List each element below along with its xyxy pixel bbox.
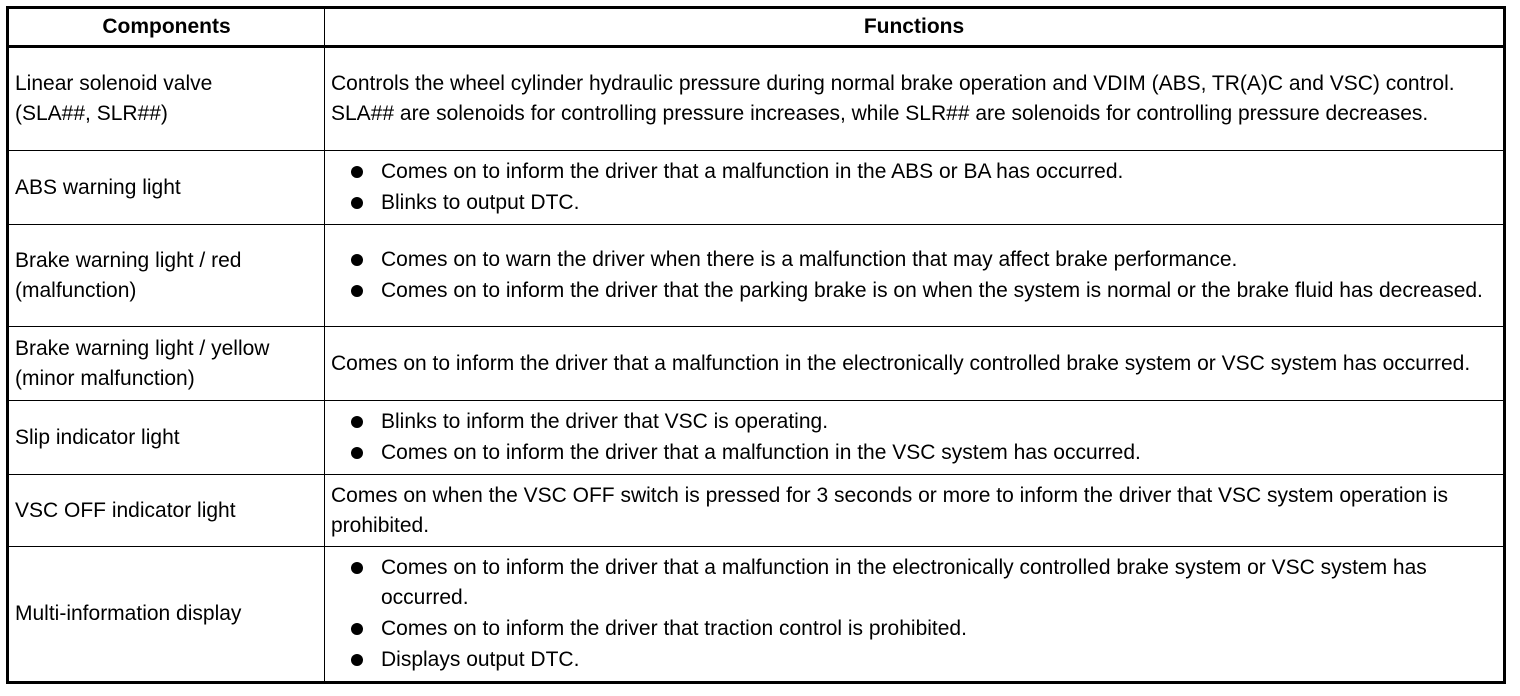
function-bullet: Comes on to inform the driver that a malfunction in the VSC system has occurred.: [343, 438, 1497, 468]
component-line: Brake warning light / yellow: [15, 336, 270, 360]
function-bullet-list: [331, 245, 1497, 306]
function-bullet-list: [331, 553, 1497, 675]
function-cell: [325, 327, 1505, 401]
component-cell: [8, 401, 325, 475]
component-line: (SLA##, SLR##): [15, 102, 168, 125]
function-bullet: Comes on to inform the driver that a malfunction in the electronically controlled brake system or VSC system has occurred.: [343, 553, 1497, 613]
function-bullet: Comes on to warn the driver when there is a malfunction that may affect brake performance.: [343, 245, 1497, 275]
table-row: [8, 401, 1505, 475]
function-bullet-list: [331, 157, 1497, 218]
component-line: (minor malfunction): [15, 366, 195, 390]
table-row: [8, 225, 1505, 327]
function-bullet: Comes on to inform the driver that a malfunction in the ABS or BA has occurred.: [343, 157, 1497, 187]
table-header-row: [8, 8, 1505, 47]
table-row: [8, 47, 1505, 151]
components-functions-table: [6, 6, 1506, 684]
table-row: [8, 327, 1505, 401]
component-cell: [8, 475, 325, 547]
function-bullet: Comes on to inform the driver that traction control is prohibited.: [343, 614, 1497, 644]
function-cell: [325, 401, 1505, 475]
component-line: VSC OFF indicator light: [15, 498, 236, 522]
function-bullet-list: [331, 407, 1497, 468]
function-bullet: Blinks to output DTC.: [343, 188, 1497, 218]
function-bullet: Displays output DTC.: [343, 645, 1497, 675]
header-functions: Functions: [325, 8, 1505, 47]
function-text: Controls the wheel cylinder hydraulic pressure during normal brake operation and VDIM (ABS, TR(A)C and VSC) control. SLA## are solenoids for controlling pressure increases, while SLR## are solenoids for controlling pressure decreases.: [331, 72, 1455, 125]
table-row: [8, 151, 1505, 225]
function-cell: [325, 151, 1505, 225]
function-cell: [325, 547, 1505, 683]
component-cell: [8, 225, 325, 327]
component-line: Multi-information display: [15, 602, 242, 625]
function-text: Comes on when the VSC OFF switch is pressed for 3 seconds or more to inform the driver that VSC system operation is prohibited.: [331, 483, 1448, 537]
table-row: [8, 547, 1505, 683]
component-line: Brake warning light / red: [15, 248, 242, 272]
function-cell: [325, 225, 1505, 327]
component-line: Linear solenoid valve: [15, 72, 213, 95]
function-text: Comes on to inform the driver that a malfunction in the electronically controlled brake system or VSC system has occurred.: [331, 351, 1471, 375]
component-cell: [8, 151, 325, 225]
function-cell: [325, 47, 1505, 151]
function-bullet: Comes on to inform the driver that the parking brake is on when the system is normal or the brake fluid has decreased.: [343, 276, 1497, 306]
component-cell: [8, 547, 325, 683]
component-cell: [8, 47, 325, 151]
table-row: [8, 475, 1505, 547]
function-cell: [325, 475, 1505, 547]
component-line: ABS warning light: [15, 175, 181, 199]
header-components: Components: [8, 8, 325, 47]
function-bullet: Blinks to inform the driver that VSC is operating.: [343, 407, 1497, 437]
component-line: (malfunction): [15, 278, 137, 302]
component-cell: [8, 327, 325, 401]
component-line: Slip indicator light: [15, 425, 180, 449]
